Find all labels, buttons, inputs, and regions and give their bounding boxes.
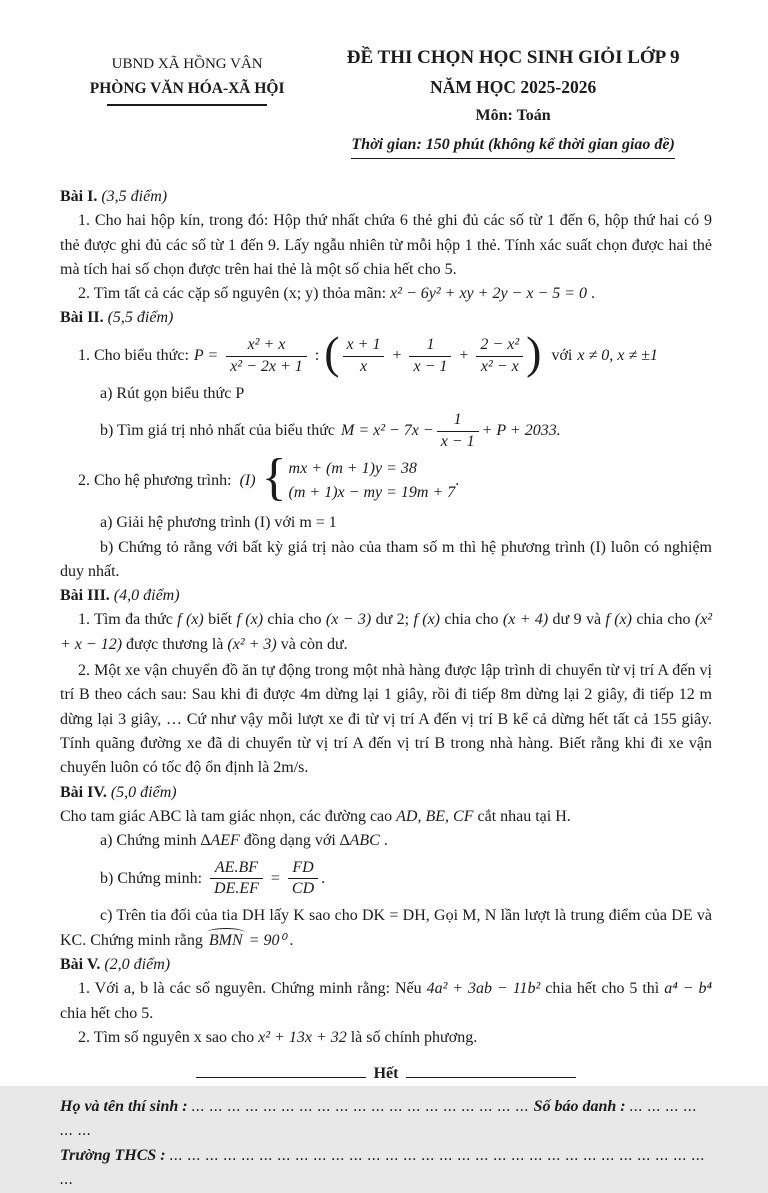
bai5-heading (60, 953, 712, 977)
exam-header (60, 46, 712, 159)
header-left-rule (107, 104, 267, 106)
system-eq-2: (m + 1)x − my = 19m + 7 (288, 484, 456, 502)
bai4-intro: Cho tam giác ABC là tam giác nhọn, các đường cao AD, BE, CF cắt nhau tại H. (60, 807, 571, 825)
bai2-points: (5,5 điểm) (107, 309, 174, 327)
time-limit-line: Thời gian: 150 phút (không kể thời gian giao đề) (351, 133, 674, 159)
end-divider-line-right (406, 1077, 576, 1078)
candidate-number-label: Số báo danh : (533, 1097, 630, 1115)
bai4-b-period: . (321, 869, 326, 887)
bai4-heading (60, 781, 712, 805)
end-label: Hết (373, 1065, 399, 1083)
bai2-P-equals: P = (193, 347, 219, 364)
exam-title-block (314, 46, 712, 159)
end-divider-line-left (196, 1077, 366, 1078)
bai3-problem-2: 2. Một xe vận chuyển đồ ăn tự động trong một nhà hàng được lập trình di chuyển từ vị trí A đến vị trí B theo cách sau: Sau khi đi được 4m dừng lại 1 giây, rồi đi tiếp 8m dừng lại 2 giây, đi tiếp 12 m dừng lại 3 giây, … Cứ như vậy mỗi lượt xe đi từ vị trí A đến vị trí B kể cả dừng hết tất cả 155 giây. Tính quãng đường xe đã di chuyển từ vị trí A đến vị trí B trong nhà hàng. Biết rằng khi đi xe vận chuyển luôn có tốc độ ổn định là 2m/s. (60, 662, 712, 777)
fraction-4: $\frac{\text{2 − x²}}{\text{x² − x}}$ (476, 336, 523, 377)
system-eq-1: mx + (m + 1)y = 38 (288, 459, 417, 477)
bai5-label: Bài V. (60, 955, 101, 973)
bai1-p2-period: . (587, 285, 596, 303)
fraction-ratio-left: $\frac{AE.BF}{DE.EF}$ (210, 859, 263, 900)
condition-word: với (551, 347, 573, 364)
candidate-name-line (60, 1095, 712, 1144)
bai2-b-eq-right: + P + 2033. (481, 422, 561, 440)
bai4-b-lead: b) Chứng minh: (100, 869, 203, 887)
bai2-p1-lead: 1. Cho biểu thức: (78, 347, 189, 364)
fraction-2: $\frac{x + 1}{x}$ (343, 336, 385, 377)
bai4-part-c: c) Trên tia đối của tia DH lấy K sao cho DK = DH, Gọi M, N lần lượt là trung điểm của DE và KC. Chứng minh rằng BMN = 90⁰ . (60, 907, 712, 949)
candidate-number-dots: ... ... ... ... ... ... (60, 1097, 698, 1139)
bai5-problem-1: 1. Với a, b là các số nguyên. Chứng minh rằng: Nếu 4a² + 3ab − 11b² chia hết cho 5 thì a⁴ − b⁴ chia hết cho 5. (60, 980, 713, 1022)
bai3-heading (60, 584, 712, 608)
bai3-problem-1: 1. Tìm đa thức f (x) biết f (x) chia cho (x − 3) dư 2; f (x) chia cho (x + 4) dư 9 và f (x) chia cho (x² + x − 12) được thương là (x² + 3) và còn dư. (60, 611, 713, 653)
bai1-label: Bài I. (60, 187, 98, 205)
bai2-part-b (60, 411, 712, 452)
bai2-problem-1-expression: 1. Cho biểu thức: P = $\frac{\text{x² + x}}{\text{x² − 2x + 1}}$ : ( $\frac{x + 1}{x}$ + $\frac{1}{x - 1}$ + $\frac{\text{2 − x²}}{\text{x² − x}}$ ) với x ≠ 0, x ≠ ±1 (78, 327, 658, 379)
bai4-points: (5,0 điểm) (110, 783, 177, 801)
bai1-problem-2 (60, 282, 712, 306)
bai1-points: (3,5 điểm) (101, 187, 168, 205)
bai4-part-b (60, 859, 712, 900)
bai3-label: Bài III. (60, 587, 110, 605)
candidate-name-dots: ... ... ... ... ... ... ... ... ... ... ... ... ... ... ... ... ... ... ... (191, 1097, 534, 1115)
bai2-heading (60, 306, 712, 330)
system-label: (I) (239, 472, 256, 490)
condition-math: x ≠ 0, x ≠ ±1 (577, 347, 658, 364)
system-equations (289, 457, 456, 507)
end-divider (60, 1062, 712, 1086)
school-dots: ... ... ... ... ... ... ... ... ... ... ... ... ... ... ... ... ... ... ... ... ... ... ... ... ... ... ... ... ... ... ... (60, 1147, 706, 1189)
exam-title: ĐỀ THI CHỌN HỌC SINH GIỎI LỚP 9 (346, 47, 680, 68)
bai2-p2-lead: 2. Cho hệ phương trình: (78, 472, 232, 490)
system-period: . (455, 472, 460, 490)
bai4-part-a: a) Chứng minh ∆AEF đồng dạng với ∆ABC . (100, 832, 388, 850)
candidate-name-label: Họ và tên thí sinh : (60, 1097, 192, 1115)
bai1-heading (60, 185, 712, 209)
bai2-part-a: a) Rút gọn biểu thức P (100, 384, 245, 402)
fraction-M: $\frac{1}{x - 1}$ (437, 411, 479, 452)
school-label: Trường THCS : (60, 1147, 170, 1165)
bai1-problem-1: 1. Cho hai hộp kín, trong đó: Hộp thứ nhất chứa 6 thẻ ghi đủ các số từ 1 đến 6, hộp thứ hai có 9 thẻ được ghi đủ các số từ 1 đến 9. Lấy ngẫu nhiên từ mỗi hộp 1 thẻ. Tính xác suất chọn được hai thẻ mà tích hai số chọn được trên hai thẻ là một số chia hết cho 5. (60, 212, 712, 278)
issuing-authority (60, 46, 314, 159)
fraction-3: $\frac{1}{x - 1}$ (409, 336, 451, 377)
angle-BMN: BMN (208, 931, 243, 949)
subject-line: Môn: Toán (475, 107, 551, 125)
school-year: NĂM HỌC 2025-2026 (430, 76, 597, 97)
equals-op: = (270, 869, 280, 887)
bai4-label: Bài IV. (60, 783, 107, 801)
divide-colon: : (314, 347, 320, 364)
fraction-1: $\frac{\text{x² + x}}{\text{x² − 2x + 1}}$ (226, 336, 307, 377)
bai1-p2-equation: x² − 6y² + xy + 2y − x − 5 = 0 (390, 285, 588, 303)
authority-parent: UBND XÃ HỒNG VÂN (111, 56, 263, 72)
bai1-p2-text: 2. Tìm tất cả các cặp số nguyên (x; y) thỏa mãn: (78, 285, 391, 303)
plus-op-2: + (459, 347, 469, 364)
bai2-part-2a: a) Giải hệ phương trình (I) với m = 1 (100, 514, 337, 532)
authority-department: PHÒNG VĂN HÓA-XÃ HỘI (89, 79, 285, 97)
bai5-points: (2,0 điểm) (104, 955, 171, 973)
bai3-points: (4,0 điểm) (113, 587, 180, 605)
plus-op-1: + (392, 347, 402, 364)
bai2-part-2b: b) Chứng tỏ rằng với bất kỳ giá trị nào của tham số m thì hệ phương trình (I) luôn có nghiệm duy nhất. (60, 538, 712, 580)
school-line (60, 1144, 712, 1193)
fraction-ratio-right: $\frac{FD}{CD}$ (288, 859, 318, 900)
bai2-b-lead: b) Tìm giá trị nhỏ nhất của biểu thức (100, 422, 335, 440)
bai5-problem-2: 2. Tìm số nguyên x sao cho x² + 13x + 32 là số chính phương. (78, 1028, 478, 1046)
bai2-label: Bài II. (60, 309, 104, 327)
bai2-b-eq-left: M = x² − 7x − (340, 422, 434, 440)
bai2-problem-2-system: 2. Cho hệ phương trình: (I) { mx + (m + 1)y = 38 (m + 1)x − my = 19m + 7 . (78, 449, 460, 507)
